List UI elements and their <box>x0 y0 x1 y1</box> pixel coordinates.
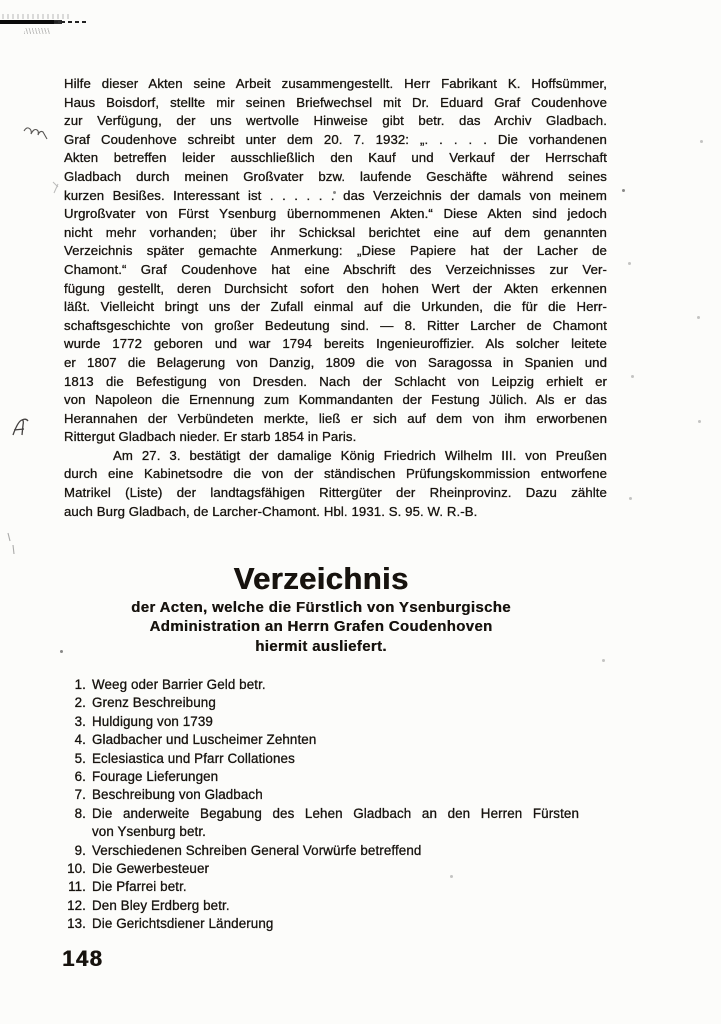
list-item-number: 9. <box>74 842 86 858</box>
body-text-line: läßt. Vielleicht bringt uns der Zufall einmal auf die Urkunden, die für die Herr- <box>64 299 607 315</box>
list-item-text <box>92 786 579 804</box>
ink-speck <box>697 316 700 319</box>
body-text-line: wurde 1772 geboren und war 1794 bereits Ingenieuroffizier. Als solcher leitete <box>64 336 607 352</box>
list-item <box>64 768 579 786</box>
body-text-line: Hilfe dieser Akten seine Arbeit zusammengestellt. Herr Fabrikant K. Hoffsümmer, <box>64 76 607 91</box>
list-item-line: Fourage Lieferungen <box>92 769 219 785</box>
list-item-line: Die Gewerbesteuer <box>92 861 210 877</box>
list-item-line: von Ysenburg betr. <box>92 824 206 840</box>
body-text-line: Herannahen der Verbündeten merkte, ließ er sich auf dem von ihm erworbenen <box>64 410 607 426</box>
body-text-line: kurzen Besißes. Interessant ist . . . . . . das Verzeichnis der damals von meinem <box>64 187 607 203</box>
list-item-number: 6. <box>74 769 86 785</box>
body-text-line: fügung gestellt, deren Durchsicht sofort den hohen Wert der Akten erkennen <box>64 280 607 296</box>
body-text-line: Gladbach durch meinen Großvater bzw. laufende Geschäfte während seines <box>64 168 607 184</box>
ink-speck <box>602 659 605 662</box>
list-item-number: 13. <box>67 916 86 932</box>
list-item-line: Die anderweite Begabung des Lehen Gladbach an den Herren Fürsten <box>92 805 579 821</box>
pencil-scribble <box>22 123 50 141</box>
list-item-text <box>92 860 579 878</box>
body-text-line: Verzeichnis später gemachte Anmerkung: „Diese Papiere hat der Lacher de <box>64 243 607 259</box>
ink-speck <box>60 650 63 653</box>
body-text <box>64 75 607 521</box>
list-item-number: 2. <box>74 695 86 711</box>
section-subtitle-line-2: Administration an Herrn Grafen Coudenhoven <box>149 618 493 636</box>
list-item-text <box>92 805 579 842</box>
list-item-text <box>92 842 579 860</box>
list-item-number: 12. <box>67 897 86 913</box>
body-text-line: von Napoleon die Ernennung zum Kommandanten der Festung Jülich. Als er das <box>64 392 607 408</box>
body-text-line: er 1807 die Belagerung von Danzig, 1809 die von Saragossa in Spanien und <box>64 354 607 370</box>
ink-speck <box>700 140 703 143</box>
list-item <box>64 915 579 933</box>
body-text-line: Graf Coudenhove schreibt unter dem 20. 7. 1932: „. . . . . Die vorhandenen <box>64 131 607 147</box>
list-item-text <box>92 750 579 768</box>
list-item-text <box>92 713 579 731</box>
list-item-number: 7. <box>74 787 86 803</box>
list-item <box>64 786 579 804</box>
body-text-line: Rittergut Gladbach nieder. Er starb 1854 in Paris. <box>64 429 357 445</box>
pencil-speck <box>50 180 62 196</box>
list-item-text <box>92 897 579 915</box>
list-item-line: Verschiedenen Schreiben General Vorwürfe betreffend <box>92 842 422 858</box>
body-text-line: nicht mehr vorhanden; über ihr Schicksal berichtet eine auf dem genannten <box>64 224 607 240</box>
list-item <box>64 694 579 712</box>
body-text-line: Akten betreffen leider ausschließlich den Kauf und Verkauf der Herrschaft <box>64 150 607 166</box>
inventory-list <box>64 676 579 934</box>
list-item-line: Grenz Beschreibung <box>92 695 216 711</box>
list-item-text <box>92 731 579 749</box>
body-text-line: Am 27. 3. bestätigt der damalige König Friedrich Wilhelm III. von Preußen <box>113 447 607 463</box>
pencil-ticks <box>4 531 18 557</box>
list-item-number: 5. <box>74 750 86 766</box>
list-item <box>64 750 579 768</box>
pencil-letter-a <box>10 417 30 439</box>
verzeichnis-heading <box>64 560 578 656</box>
list-item <box>64 842 579 860</box>
list-item <box>64 878 579 896</box>
list-item <box>64 860 579 878</box>
section-title: Verzeichnis <box>233 561 409 596</box>
list-item-text <box>92 878 579 896</box>
list-item-text <box>92 694 579 712</box>
ink-speck <box>628 262 631 265</box>
list-item-line: Huldigung von 1739 <box>92 713 213 729</box>
list-item-text <box>92 915 579 933</box>
body-text-line: Matrikel (Liste) der landtagsfähigen Rittergüter der Rheinprovinz. Dazu zählte <box>64 485 607 501</box>
list-item-number: 10. <box>67 861 86 877</box>
list-item <box>64 731 579 749</box>
list-item <box>64 897 579 915</box>
ink-speck <box>629 497 632 500</box>
body-text-line: 1813 die Befestigung von Dresden. Nach der Schlacht von Leipzig erhielt er <box>64 373 607 389</box>
list-item-text <box>92 676 579 694</box>
body-text-line: Urgroßvater von Fürst Ysenburg übernommenen Akten.“ Diese Akten sind jedoch <box>64 206 607 222</box>
list-item-line: Gladbacher und Luscheimer Zehnten <box>92 732 317 748</box>
top-edge-scan-line <box>0 20 86 25</box>
ink-speck <box>631 375 634 378</box>
list-item-line: Beschreibung von Gladbach <box>92 787 263 803</box>
body-text-line: zur Verfügung, der uns wertvolle Hinweise gibt betr. das Archiv Gladbach. <box>64 113 607 129</box>
list-item-line: Den Bley Erdberg betr. <box>92 897 230 913</box>
list-item <box>64 676 579 694</box>
list-item <box>64 713 579 731</box>
list-item-line: Weeg oder Barrier Geld betr. <box>92 677 266 692</box>
section-subtitle-line-3: hiermit ausliefert. <box>255 637 387 655</box>
list-item-text <box>92 768 579 786</box>
list-item-number: 3. <box>74 713 86 729</box>
page-number: 148 <box>62 946 104 971</box>
body-text-line: auch Burg Gladbach, de Larcher-Chamont. Hbl. 1931. S. 95. W. R.-B. <box>64 503 478 519</box>
body-text-line: durch eine Kabinetsodre die von der ständischen Prüfungskommission entworfene <box>64 466 607 482</box>
scan-smudge <box>24 28 50 34</box>
list-item-number: 11. <box>68 879 86 895</box>
list-item-number: 1. <box>74 677 86 692</box>
list-item <box>64 805 579 842</box>
section-subtitle-line-1: der Acten, welche die Fürstlich von Ysenburgische <box>131 599 511 616</box>
ink-speck <box>622 189 625 192</box>
list-item-line: Die Pfarrei betr. <box>92 879 187 895</box>
body-text-line: Haus Boisdorf, stellte mir seinen Briefwechsel mit Dr. Eduard Graf Coudenhove <box>64 94 607 110</box>
list-item-number: 8. <box>74 805 86 821</box>
list-item-line: Eclesiastica und Pfarr Collationes <box>92 750 295 766</box>
body-text-line: Chamont.“ Graf Coudenhove hat eine Abschrift des Verzeichnisses zur Ver- <box>64 261 607 277</box>
ink-speck <box>698 420 701 423</box>
body-text-line: schaftsgeschichte von großer Bedeutung sind. — 8. Ritter Larcher de Chamont <box>64 317 607 333</box>
list-item-line: Die Gerichtsdiener Länderung <box>92 916 274 932</box>
list-item-number: 4. <box>74 732 86 748</box>
